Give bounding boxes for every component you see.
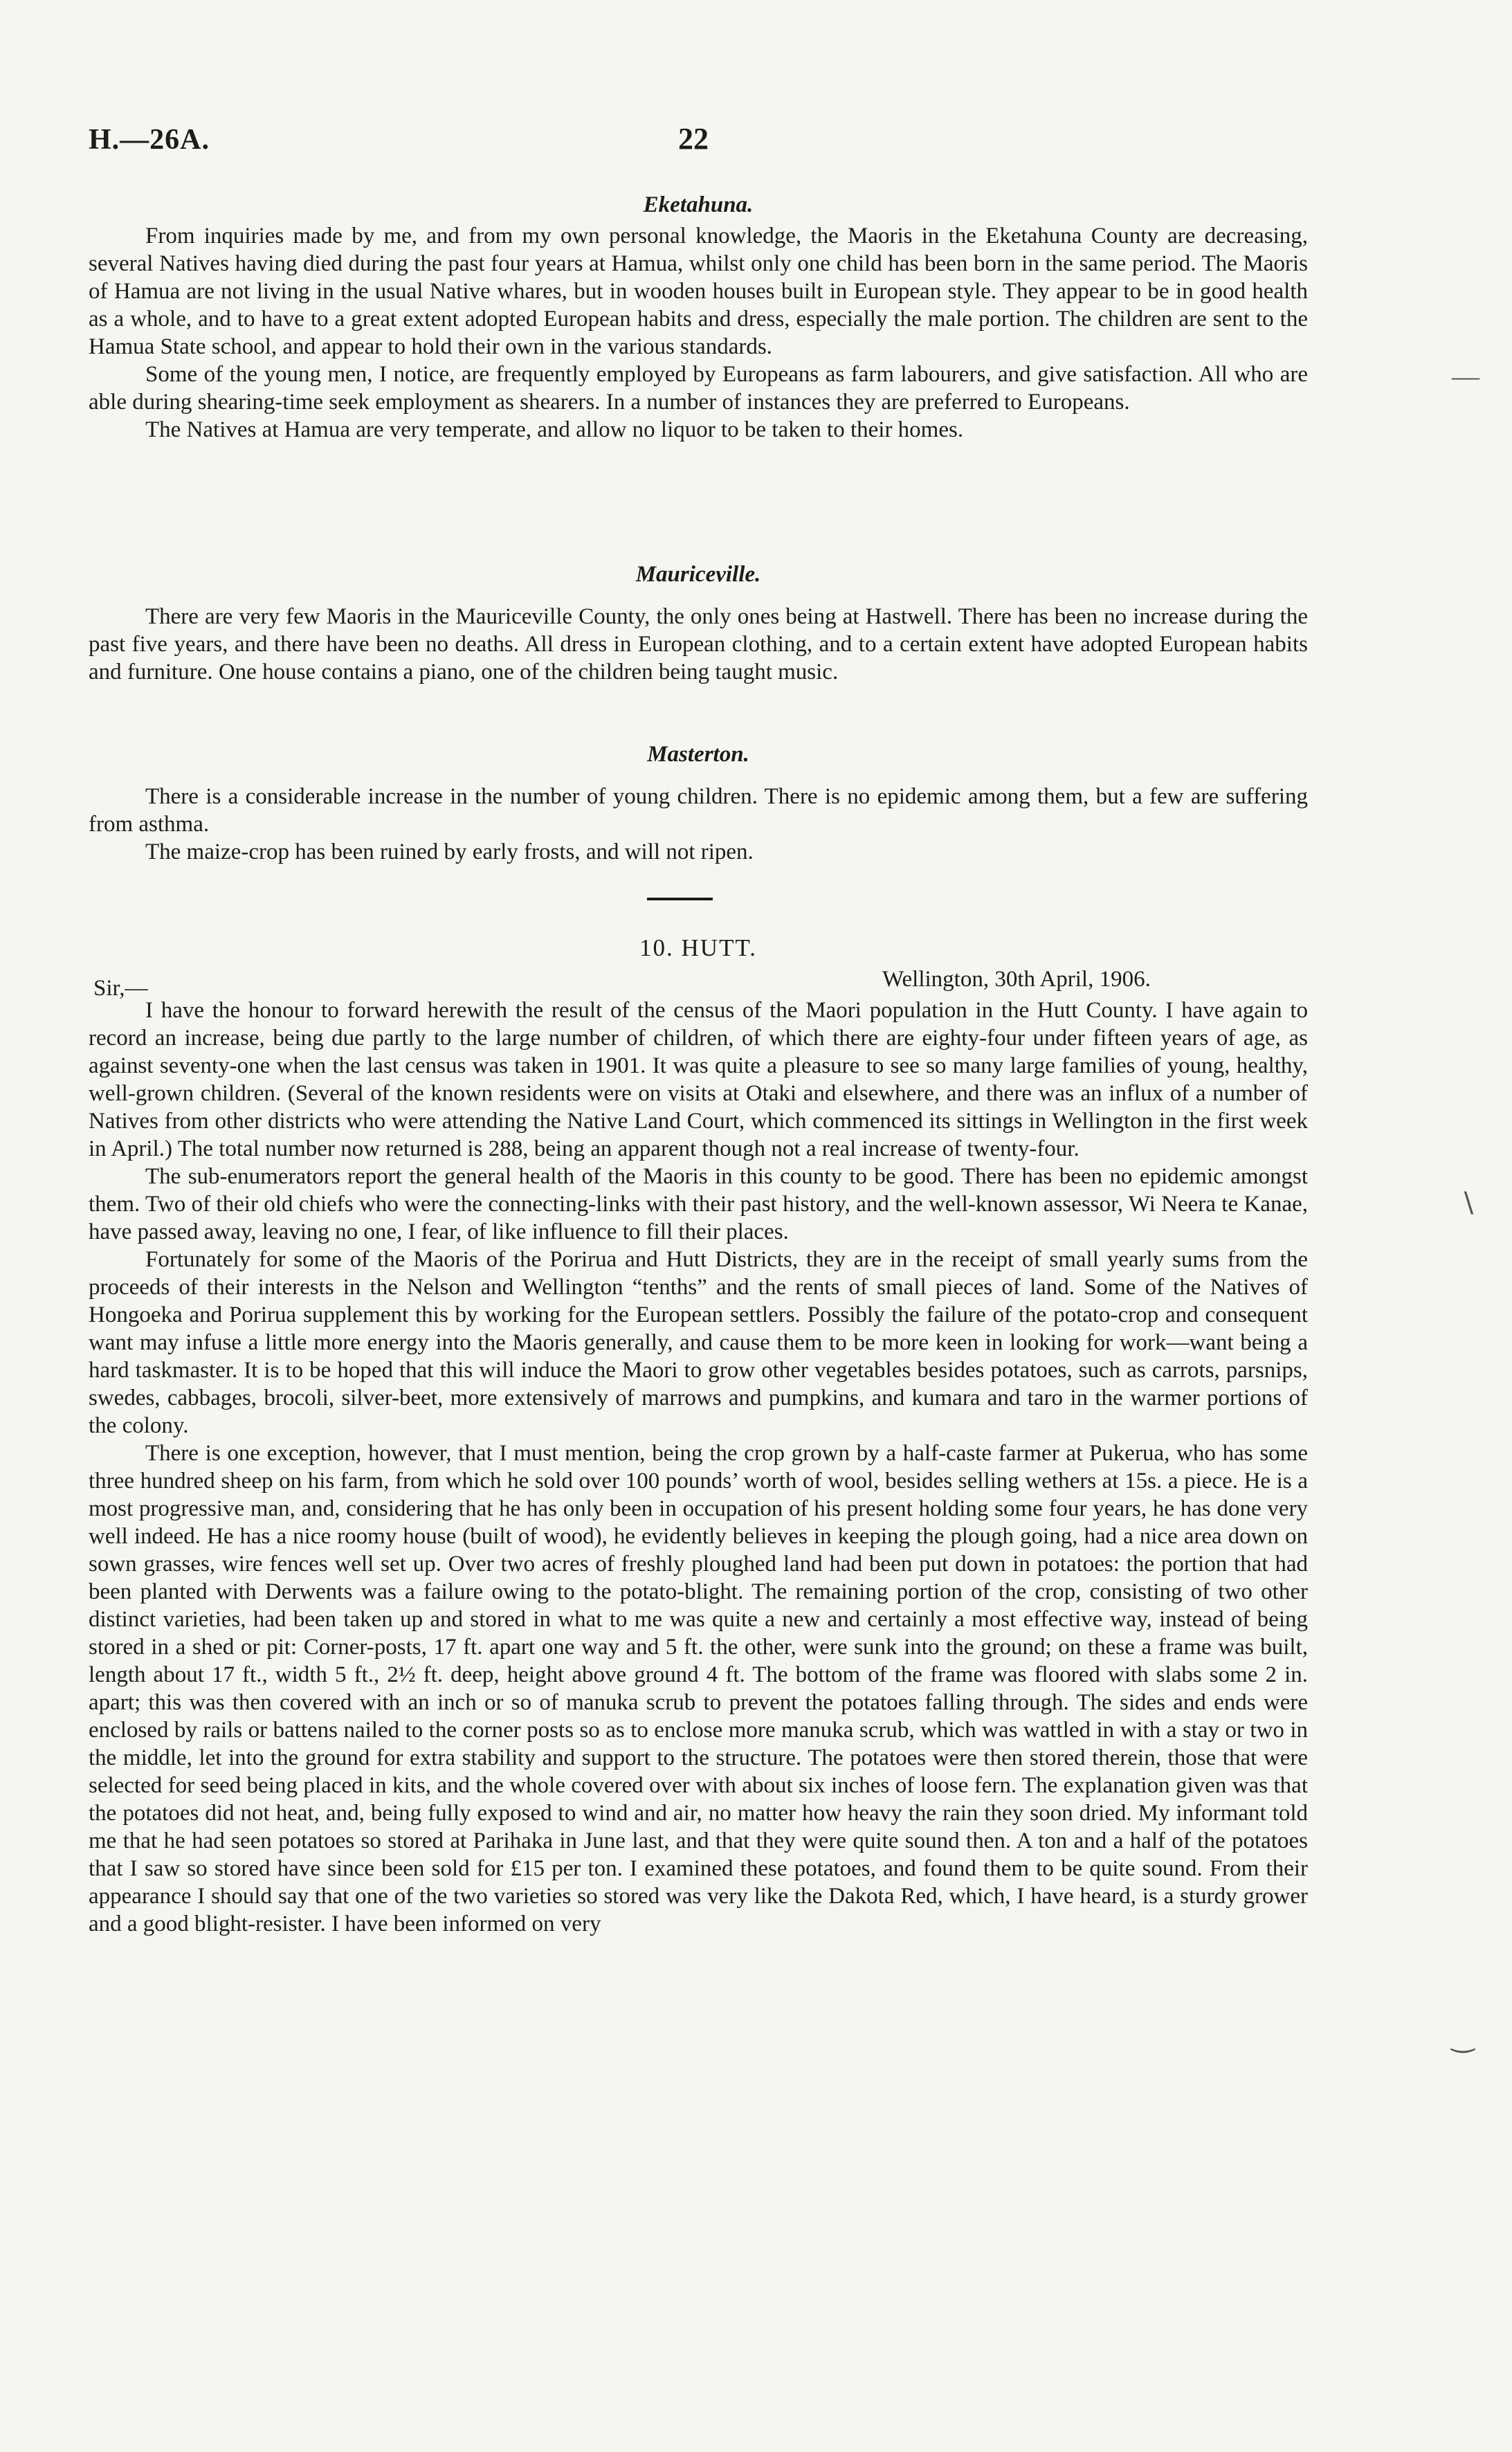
section-hutt-title — [89, 934, 1308, 962]
dateline: Wellington, 30th April, 1906. — [882, 967, 1151, 992]
margin-mark: ‿ — [1452, 2022, 1475, 2053]
section-hutt-body — [89, 997, 1308, 1938]
paragraph: There is a considerable increase in the number of young children. There is no epidemic among them, but a few are suffering from asthma. — [89, 784, 1308, 837]
paragraph: The Natives at Hamua are very temperate, and allow no liquor to be taken to their homes. — [145, 417, 964, 442]
paragraph: There are very few Maoris in the Mauriceville County, the only ones being at Hastwell. There has been no increase during the past five years, and there have been no deaths. All dress in European clothing, and to a certain extent have adopted European habits and furniture. One house contains a piano, one of the children being taught music. — [89, 604, 1308, 684]
section-eketahuna — [89, 192, 1308, 444]
margin-mark: ∖ — [1459, 1188, 1477, 1219]
paragraph: There is one exception, however, that I must mention, being the crop grown by a half-caste farmer at Pukerua, who has some three hundred sheep on his farm, from which he sold over 100 pounds’ worth of wool, besides selling wethers at 15s. a piece. He is a most progressive man, and, considering that he has only been in occupation of his present holding some four years, he has done very well indeed. He has a nice roomy house (built of wood), he evidently believes in keeping the plough going, had a nice area down on sown grasses, wire fences well set up. Over two acres of freshly ploughed land had been put down in potatoes: the portion that had been planted with Derwents was a failure owing to the potato-blight. The remaining portion of the crop, consisting of two other distinct varieties, had been taken up and stored in what to me was quite a new and certainly a most effective way, instead of being stored in a shed or pit: Corner-posts, 17 ft. apart one way and 5 ft. the other, were sunk into the ground; on these a frame was built, length about 17 ft., width 5 ft., 2½ ft. deep, height above ground 4 ft. The bottom of the frame was floored with slabs some 2 in. apart; this was then covered with an inch or so of manuka scrub to prevent the potatoes falling through. The sides and ends were enclosed by rails or battens nailed to the corner posts so as to enclose more manuka scrub, which was wattled in with a stay or two in the middle, let into the ground for extra stability and support to the structure. The potatoes were then stored therein, those that were selected for seed being placed in kits, and the whole covered over with about six inches of loose fern. The explanation given was that the potatoes did not heat, and, being fully exposed to wind and air, no matter how heavy the rain they soon dried. My informant told me that he had seen potatoes so stored at Parihaka in June last, and that they were quite sound then. A ton and a half of the potatoes that I saw so stored have since been sold for £15 per ton. I examined these potatoes, and found them to be quite sound. From their appearance I should say that one of the two varieties so stored was very like the Dakota Red, which, I have heard, is a sturdy grower and a good blight-resister. I have been informed on very — [89, 1441, 1308, 1936]
section-masterton — [89, 742, 1308, 866]
margin-mark: — — [1452, 361, 1479, 392]
paragraph: The sub-enumerators report the general health of the Maoris in this county to be good. There has been no epidemic amongst them. Two of their old chiefs who were the connecting-links with their past history, and the well-known assessor, Wi Neera te Kanae, have passed away, leaving no one, I fear, of like influence to fill their places. — [89, 1164, 1308, 1244]
section-title: 10. HUTT. — [639, 934, 757, 961]
section-mauriceville — [89, 562, 1308, 686]
section-heading: Eketahuna. — [643, 192, 754, 217]
paragraph: From inquiries made by me, and from my own personal knowledge, the Maoris in the Eketahuna County are decreasing, several Natives having died during the past four years at Hamua, whilst only one child has been born in the same period. The Maoris of Hamua are not living in the usual Native whares, but in wooden houses built in European style. They appear to be in good health as a whole, and to have to a great extent adopted European habits and dress, especially the male portion. The children are sent to the Hamua State school, and appear to hold their own in the various standards. — [89, 224, 1308, 359]
paragraph: Fortunately for some of the Maoris of the Porirua and Hutt Districts, they are in the receipt of small yearly sums from the proceeds of their interests in the Nelson and Wellington “tenths” and the rents of small pieces of land. Some of the Natives of Hongoeka and Porirua supplement this by working for the European settlers. Possibly the failure of the potato-crop and consequent want may infuse a little more energy into the Maoris generally, and cause them to be more keen in looking for work—want being a hard taskmaster. It is to be hoped that this will induce the Maori to grow other vegetables besides potatoes, such as carrots, parsnips, swedes, cabbages, brocoli, silver-beet, more extensively of marrows and pumpkins, and kumara and taro in the warmer portions of the colony. — [89, 1247, 1308, 1438]
paragraph: I have the honour to forward herewith the result of the census of the Maori population in the Hutt County. I have again to record an increase, being due partly to the large number of children, of which there are eighty-four under fifteen years of age, as against seventy-one when the last census was taken in 1901. It was quite a pleasure to see so many large families of young, healthy, well-grown children. (Several of the known residents were on visits at Otaki and elsewhere, and there was an influx of a number of Natives from other districts who were attending the Native Land Court, which commenced its sittings in Wellington in the first week in April.) The total number now returned is 288, being an apparent though not a real increase of twenty-four. — [89, 998, 1308, 1161]
salutation: Sir,— — [93, 976, 148, 1001]
page-number: 22 — [678, 122, 709, 156]
paragraph: Some of the young men, I notice, are frequently employed by Europeans as farm labourers, and give satisfaction. All who are able during shearing-time seek employment as shearers. In a number of instances they are preferred to Europeans. — [89, 362, 1308, 415]
section-heading: Mauriceville. — [635, 562, 761, 587]
report-reference: H.—26A. — [89, 124, 210, 156]
section-divider — [647, 898, 713, 900]
section-heading: Masterton. — [647, 742, 749, 767]
paragraph: The maize-crop has been ruined by early frosts, and will not ripen. — [145, 839, 754, 864]
